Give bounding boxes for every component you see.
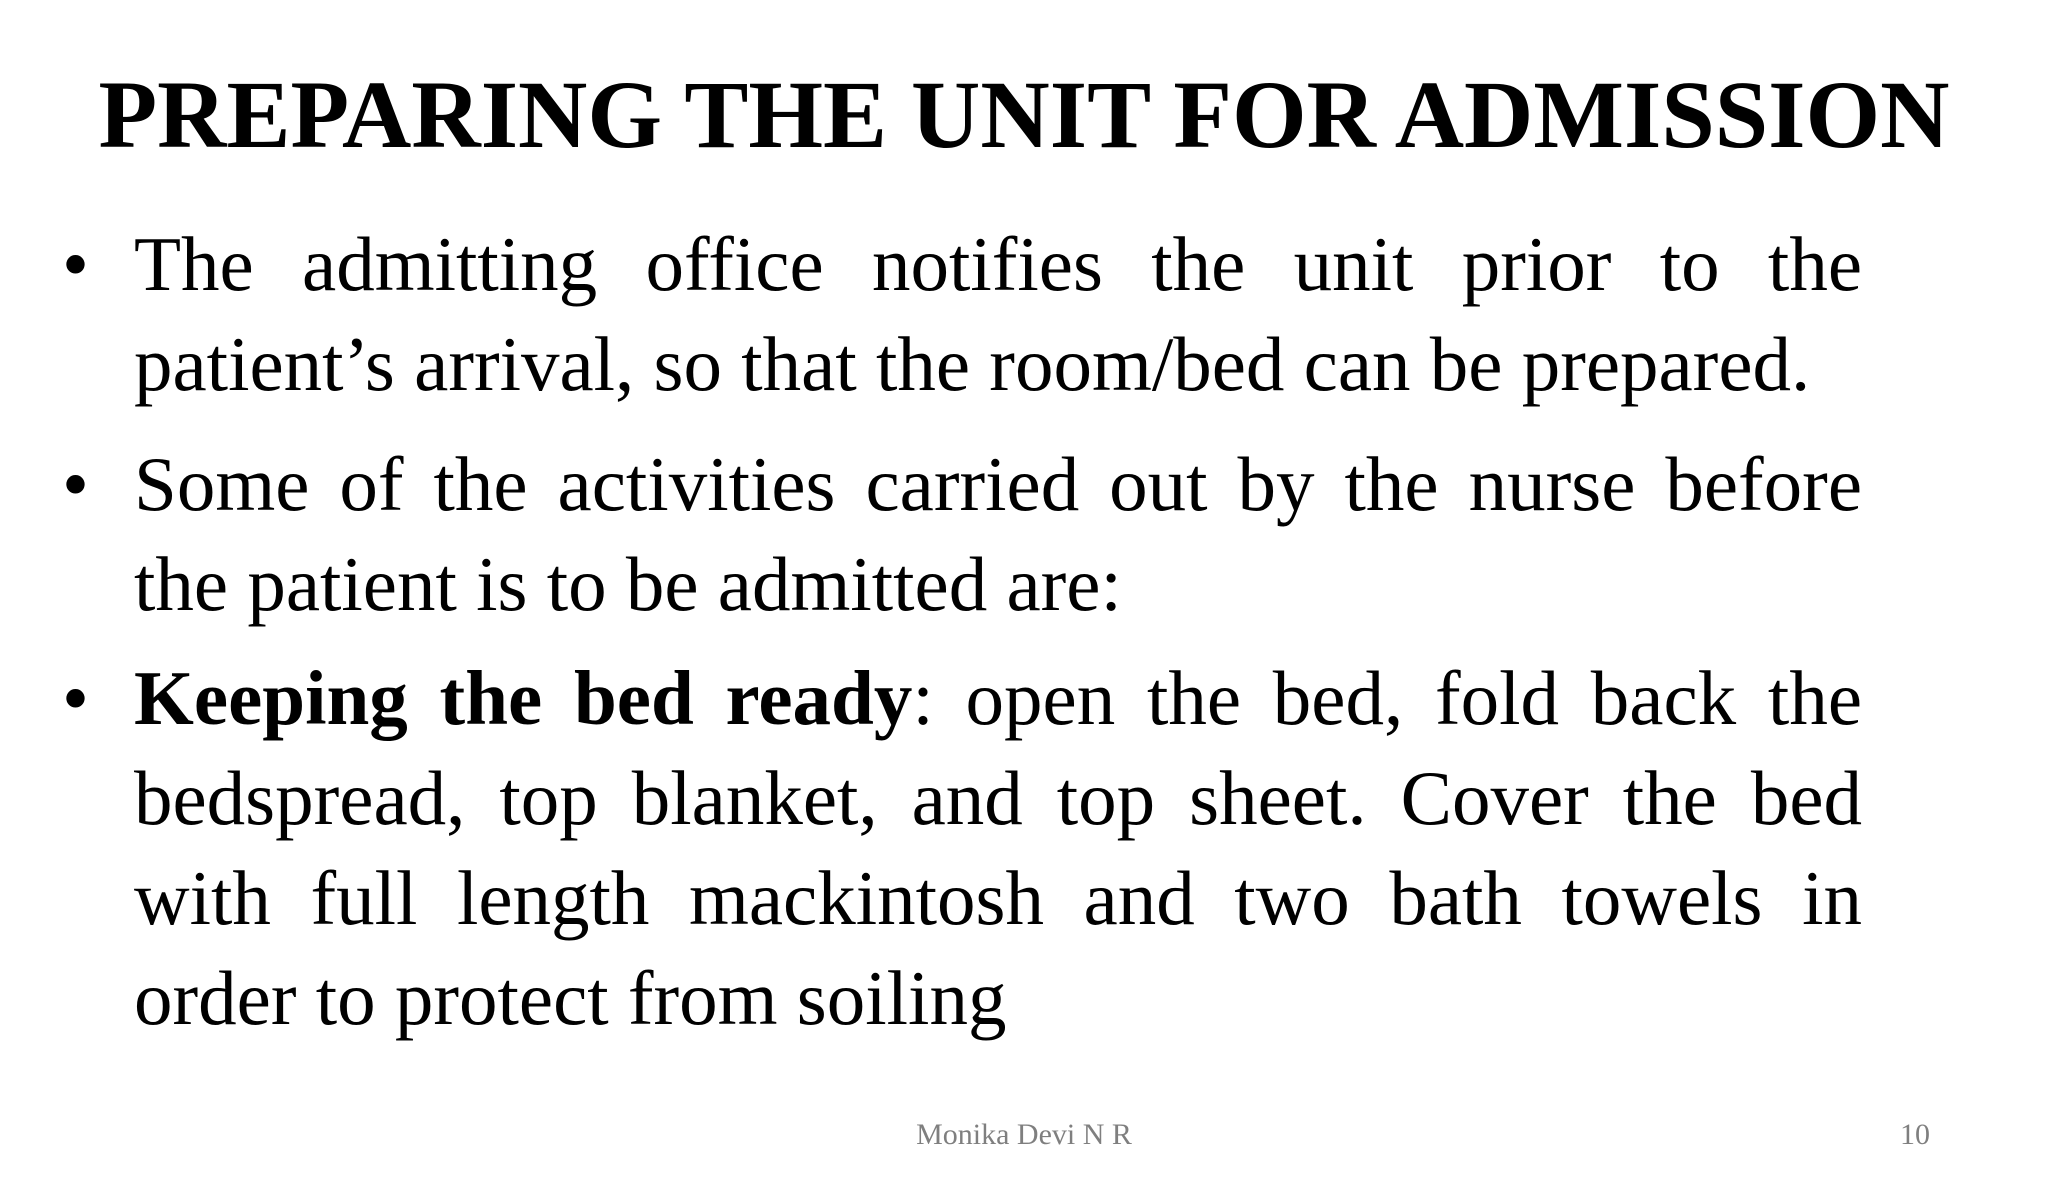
bullet-item xyxy=(0,434,1862,634)
bullet-icon: • xyxy=(62,221,89,307)
bullet-icon: • xyxy=(62,655,89,741)
bullet-text: Some of the activities carried out by the nurse before the patient is to be admitted are: xyxy=(134,441,1862,627)
bullet-item xyxy=(0,648,1862,1048)
bullet-list xyxy=(0,214,2048,1062)
bullet-icon: • xyxy=(62,441,89,527)
bullet-bold-lead: Keeping the bed ready xyxy=(134,655,913,741)
page-number: 10 xyxy=(1900,1118,1930,1151)
bullet-text: The admitting office notifies the unit prior to the patient’s arrival, so that the room/bed can be prepared. xyxy=(134,221,1862,407)
bullet-item xyxy=(0,214,1862,414)
slide-title: PREPARING THE UNIT FOR ADMISSION xyxy=(98,61,1950,168)
footer-author: Monika Devi N R xyxy=(916,1118,1132,1151)
bullet-text: : open the bed, fold back the bedspread, top blanket, and top sheet. Cover the bed with full length mackintosh and two bath towels in order to protect from soiling xyxy=(134,655,1862,1041)
